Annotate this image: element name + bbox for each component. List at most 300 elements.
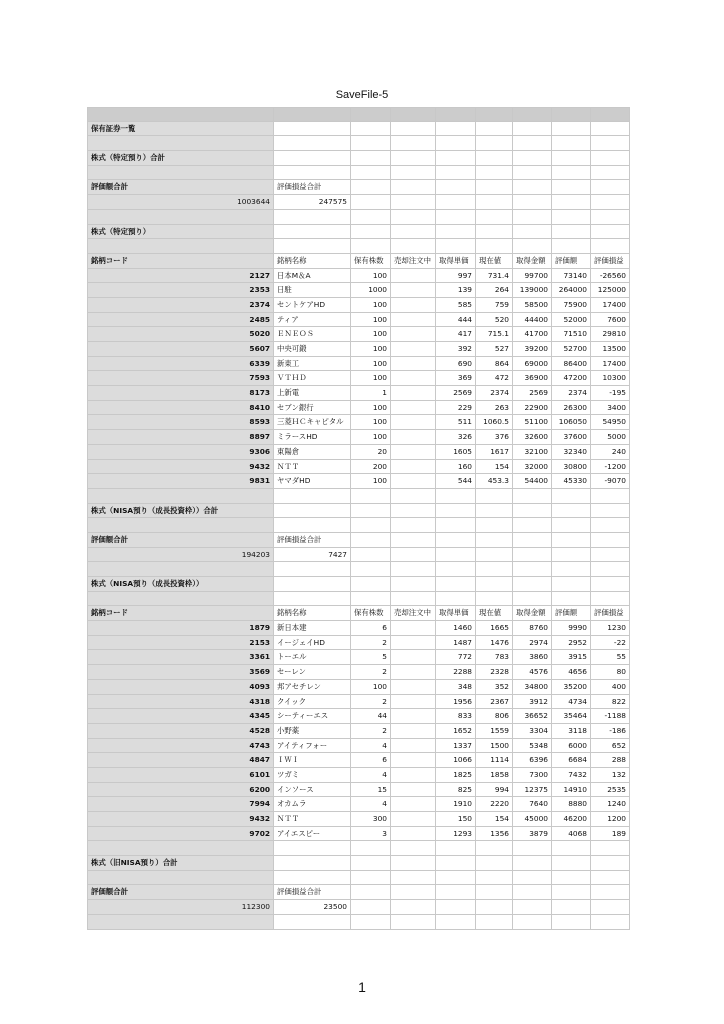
- value-cell[interactable]: 39200: [513, 342, 552, 357]
- value-cell[interactable]: 35200: [552, 680, 591, 695]
- empty-cell[interactable]: [274, 166, 351, 181]
- empty-cell[interactable]: [436, 489, 476, 504]
- empty-cell[interactable]: [436, 856, 476, 871]
- empty-cell[interactable]: [351, 900, 391, 915]
- value-cell[interactable]: 7600: [591, 313, 630, 328]
- total-value-label[interactable]: 評価額合計: [87, 533, 274, 548]
- value-cell[interactable]: 4: [351, 797, 391, 812]
- value-cell[interactable]: 772: [436, 650, 476, 665]
- empty-cell[interactable]: [351, 122, 391, 137]
- empty-cell[interactable]: [513, 518, 552, 533]
- empty-cell[interactable]: [476, 577, 513, 592]
- empty-cell[interactable]: [436, 915, 476, 930]
- stock-code-cell[interactable]: 2353: [87, 283, 274, 298]
- value-cell[interactable]: 759: [476, 298, 513, 313]
- value-cell[interactable]: -1188: [591, 709, 630, 724]
- empty-cell[interactable]: [436, 166, 476, 181]
- empty-cell[interactable]: [552, 900, 591, 915]
- value-cell[interactable]: 3: [351, 827, 391, 842]
- total-value-label[interactable]: 評価額合計: [87, 885, 274, 900]
- value-cell[interactable]: 1956: [436, 695, 476, 710]
- stock-name-cell[interactable]: 邦アセチレン: [274, 680, 351, 695]
- value-cell[interactable]: 1605: [436, 445, 476, 460]
- value-cell[interactable]: 86400: [552, 357, 591, 372]
- value-cell[interactable]: 994: [476, 783, 513, 798]
- value-cell[interactable]: 4068: [552, 827, 591, 842]
- column-header[interactable]: 銘柄コード: [87, 254, 274, 269]
- value-cell[interactable]: 20: [351, 445, 391, 460]
- empty-cell[interactable]: [591, 562, 630, 577]
- value-cell[interactable]: 997: [436, 269, 476, 284]
- empty-cell[interactable]: [87, 489, 274, 504]
- stock-name-cell[interactable]: 新日本建: [274, 621, 351, 636]
- stock-code-cell[interactable]: 4093: [87, 680, 274, 695]
- value-cell[interactable]: 1114: [476, 753, 513, 768]
- value-cell[interactable]: 71510: [552, 327, 591, 342]
- column-header[interactable]: 保有株数: [351, 254, 391, 269]
- value-cell[interactable]: [391, 665, 436, 680]
- empty-cell[interactable]: [391, 841, 436, 856]
- stock-code-cell[interactable]: 6101: [87, 768, 274, 783]
- empty-cell[interactable]: [513, 885, 552, 900]
- empty-cell[interactable]: [436, 841, 476, 856]
- column-header[interactable]: 取得金額: [513, 606, 552, 621]
- empty-cell[interactable]: [391, 225, 436, 240]
- empty-cell[interactable]: [591, 504, 630, 519]
- empty-cell[interactable]: [476, 122, 513, 137]
- stock-name-cell[interactable]: インソース: [274, 783, 351, 798]
- value-cell[interactable]: 1: [351, 386, 391, 401]
- value-cell[interactable]: [391, 812, 436, 827]
- column-header[interactable]: 現在値: [476, 606, 513, 621]
- empty-cell[interactable]: [552, 107, 591, 122]
- empty-cell[interactable]: [351, 136, 391, 151]
- stock-code-cell[interactable]: 9702: [87, 827, 274, 842]
- empty-cell[interactable]: [552, 841, 591, 856]
- value-cell[interactable]: 7432: [552, 768, 591, 783]
- value-cell[interactable]: 6000: [552, 739, 591, 754]
- empty-cell[interactable]: [591, 518, 630, 533]
- column-header[interactable]: 現在値: [476, 254, 513, 269]
- value-cell[interactable]: 5000: [591, 430, 630, 445]
- stock-code-cell[interactable]: 8173: [87, 386, 274, 401]
- value-cell[interactable]: 2: [351, 636, 391, 651]
- value-cell[interactable]: [391, 724, 436, 739]
- empty-cell[interactable]: [591, 533, 630, 548]
- empty-cell[interactable]: [351, 577, 391, 592]
- empty-cell[interactable]: [476, 592, 513, 607]
- empty-cell[interactable]: [391, 489, 436, 504]
- empty-cell[interactable]: [391, 885, 436, 900]
- value-cell[interactable]: -22: [591, 636, 630, 651]
- value-cell[interactable]: 4576: [513, 665, 552, 680]
- value-cell[interactable]: 1665: [476, 621, 513, 636]
- value-cell[interactable]: 100: [351, 327, 391, 342]
- value-cell[interactable]: 69000: [513, 357, 552, 372]
- empty-cell[interactable]: [436, 239, 476, 254]
- empty-cell[interactable]: [513, 871, 552, 886]
- total-pl-cell[interactable]: 23500: [274, 900, 351, 915]
- value-cell[interactable]: 1460: [436, 621, 476, 636]
- empty-cell[interactable]: [476, 504, 513, 519]
- value-cell[interactable]: 1858: [476, 768, 513, 783]
- value-cell[interactable]: 263: [476, 401, 513, 416]
- value-cell[interactable]: [391, 342, 436, 357]
- value-cell[interactable]: [391, 753, 436, 768]
- value-cell[interactable]: -26560: [591, 269, 630, 284]
- value-cell[interactable]: 100: [351, 680, 391, 695]
- value-cell[interactable]: 160: [436, 460, 476, 475]
- column-header[interactable]: 売却注文中: [391, 606, 436, 621]
- empty-cell[interactable]: [552, 504, 591, 519]
- value-cell[interactable]: 4: [351, 739, 391, 754]
- value-cell[interactable]: 58500: [513, 298, 552, 313]
- value-cell[interactable]: 15: [351, 783, 391, 798]
- empty-cell[interactable]: [274, 122, 351, 137]
- value-cell[interactable]: [391, 415, 436, 430]
- value-cell[interactable]: 1476: [476, 636, 513, 651]
- section-label[interactable]: 株式（NISA預り（成長投資枠））合計: [87, 504, 274, 519]
- value-cell[interactable]: [391, 768, 436, 783]
- empty-cell[interactable]: [476, 151, 513, 166]
- value-cell[interactable]: [391, 401, 436, 416]
- empty-cell[interactable]: [552, 239, 591, 254]
- empty-cell[interactable]: [552, 885, 591, 900]
- value-cell[interactable]: 2220: [476, 797, 513, 812]
- value-cell[interactable]: 3304: [513, 724, 552, 739]
- stock-code-cell[interactable]: 8410: [87, 401, 274, 416]
- empty-cell[interactable]: [274, 210, 351, 225]
- stock-name-cell[interactable]: アイティフォー: [274, 739, 351, 754]
- value-cell[interactable]: 2569: [513, 386, 552, 401]
- value-cell[interactable]: 139: [436, 283, 476, 298]
- value-cell[interactable]: 100: [351, 371, 391, 386]
- column-header[interactable]: 取得単価: [436, 606, 476, 621]
- value-cell[interactable]: 45330: [552, 474, 591, 489]
- value-cell[interactable]: 22900: [513, 401, 552, 416]
- empty-cell[interactable]: [391, 166, 436, 181]
- stock-code-cell[interactable]: 2485: [87, 313, 274, 328]
- empty-cell[interactable]: [552, 592, 591, 607]
- value-cell[interactable]: -186: [591, 724, 630, 739]
- value-cell[interactable]: 417: [436, 327, 476, 342]
- empty-cell[interactable]: [476, 856, 513, 871]
- empty-cell[interactable]: [591, 136, 630, 151]
- empty-cell[interactable]: [513, 577, 552, 592]
- empty-cell[interactable]: [87, 107, 274, 122]
- stock-name-cell[interactable]: 日駐: [274, 283, 351, 298]
- value-cell[interactable]: 783: [476, 650, 513, 665]
- stock-code-cell[interactable]: 6200: [87, 783, 274, 798]
- value-cell[interactable]: 806: [476, 709, 513, 724]
- empty-cell[interactable]: [391, 504, 436, 519]
- empty-cell[interactable]: [476, 871, 513, 886]
- empty-cell[interactable]: [436, 900, 476, 915]
- stock-name-cell[interactable]: 中央可鍛: [274, 342, 351, 357]
- value-cell[interactable]: 154: [476, 460, 513, 475]
- empty-cell[interactable]: [436, 518, 476, 533]
- empty-cell[interactable]: [476, 562, 513, 577]
- value-cell[interactable]: 715.1: [476, 327, 513, 342]
- stock-name-cell[interactable]: イージェイHD: [274, 636, 351, 651]
- value-cell[interactable]: [391, 621, 436, 636]
- empty-cell[interactable]: [391, 180, 436, 195]
- value-cell[interactable]: 3400: [591, 401, 630, 416]
- value-cell[interactable]: 690: [436, 357, 476, 372]
- stock-name-cell[interactable]: シーティーエス: [274, 709, 351, 724]
- total-value-cell[interactable]: 112300: [87, 900, 274, 915]
- value-cell[interactable]: 14910: [552, 783, 591, 798]
- stock-name-cell[interactable]: ＮＴＴ: [274, 812, 351, 827]
- value-cell[interactable]: 2367: [476, 695, 513, 710]
- empty-cell[interactable]: [391, 915, 436, 930]
- stock-code-cell[interactable]: 7994: [87, 797, 274, 812]
- value-cell[interactable]: 326: [436, 430, 476, 445]
- value-cell[interactable]: [391, 680, 436, 695]
- empty-cell[interactable]: [591, 577, 630, 592]
- value-cell[interactable]: 32340: [552, 445, 591, 460]
- empty-cell[interactable]: [513, 489, 552, 504]
- column-header[interactable]: 取得単価: [436, 254, 476, 269]
- empty-cell[interactable]: [552, 489, 591, 504]
- empty-cell[interactable]: [274, 577, 351, 592]
- value-cell[interactable]: 511: [436, 415, 476, 430]
- empty-cell[interactable]: [591, 107, 630, 122]
- empty-cell[interactable]: [274, 841, 351, 856]
- stock-code-cell[interactable]: 9432: [87, 812, 274, 827]
- value-cell[interactable]: 52000: [552, 313, 591, 328]
- value-cell[interactable]: 17400: [591, 357, 630, 372]
- total-pl-label[interactable]: 評価損益合計: [274, 885, 351, 900]
- empty-cell[interactable]: [351, 210, 391, 225]
- value-cell[interactable]: 54400: [513, 474, 552, 489]
- value-cell[interactable]: 1825: [436, 768, 476, 783]
- value-cell[interactable]: 80: [591, 665, 630, 680]
- value-cell[interactable]: 6: [351, 621, 391, 636]
- empty-cell[interactable]: [351, 915, 391, 930]
- value-cell[interactable]: -1200: [591, 460, 630, 475]
- empty-cell[interactable]: [552, 915, 591, 930]
- value-cell[interactable]: 240: [591, 445, 630, 460]
- empty-cell[interactable]: [552, 856, 591, 871]
- stock-name-cell[interactable]: ＶＴＨＤ: [274, 371, 351, 386]
- value-cell[interactable]: 34800: [513, 680, 552, 695]
- empty-cell[interactable]: [513, 239, 552, 254]
- stock-code-cell[interactable]: 2374: [87, 298, 274, 313]
- empty-cell[interactable]: [391, 577, 436, 592]
- value-cell[interactable]: [391, 357, 436, 372]
- empty-cell[interactable]: [274, 562, 351, 577]
- stock-name-cell[interactable]: 小野薬: [274, 724, 351, 739]
- empty-cell[interactable]: [552, 195, 591, 210]
- empty-cell[interactable]: [476, 195, 513, 210]
- value-cell[interactable]: 264: [476, 283, 513, 298]
- stock-name-cell[interactable]: セーレン: [274, 665, 351, 680]
- stock-name-cell[interactable]: 東陽倉: [274, 445, 351, 460]
- empty-cell[interactable]: [87, 136, 274, 151]
- empty-cell[interactable]: [391, 210, 436, 225]
- column-header[interactable]: 取得金額: [513, 254, 552, 269]
- stock-code-cell[interactable]: 5607: [87, 342, 274, 357]
- value-cell[interactable]: 13500: [591, 342, 630, 357]
- value-cell[interactable]: 544: [436, 474, 476, 489]
- value-cell[interactable]: 139000: [513, 283, 552, 298]
- stock-name-cell[interactable]: オカムラ: [274, 797, 351, 812]
- empty-cell[interactable]: [351, 166, 391, 181]
- empty-cell[interactable]: [552, 136, 591, 151]
- empty-cell[interactable]: [274, 151, 351, 166]
- value-cell[interactable]: 1910: [436, 797, 476, 812]
- empty-cell[interactable]: [552, 180, 591, 195]
- value-cell[interactable]: 3912: [513, 695, 552, 710]
- empty-cell[interactable]: [436, 885, 476, 900]
- empty-cell[interactable]: [391, 122, 436, 137]
- stock-code-cell[interactable]: 5020: [87, 327, 274, 342]
- empty-cell[interactable]: [274, 136, 351, 151]
- empty-cell[interactable]: [351, 562, 391, 577]
- value-cell[interactable]: 1000: [351, 283, 391, 298]
- value-cell[interactable]: [391, 430, 436, 445]
- value-cell[interactable]: 3118: [552, 724, 591, 739]
- empty-cell[interactable]: [436, 548, 476, 563]
- stock-name-cell[interactable]: クイック: [274, 695, 351, 710]
- value-cell[interactable]: 520: [476, 313, 513, 328]
- empty-cell[interactable]: [513, 592, 552, 607]
- value-cell[interactable]: [391, 313, 436, 328]
- empty-cell[interactable]: [351, 225, 391, 240]
- value-cell[interactable]: 12375: [513, 783, 552, 798]
- empty-cell[interactable]: [552, 871, 591, 886]
- value-cell[interactable]: 1230: [591, 621, 630, 636]
- value-cell[interactable]: 29810: [591, 327, 630, 342]
- empty-cell[interactable]: [513, 562, 552, 577]
- empty-cell[interactable]: [351, 504, 391, 519]
- empty-cell[interactable]: [513, 166, 552, 181]
- stock-code-cell[interactable]: 9831: [87, 474, 274, 489]
- empty-cell[interactable]: [476, 225, 513, 240]
- empty-cell[interactable]: [513, 210, 552, 225]
- empty-cell[interactable]: [87, 841, 274, 856]
- value-cell[interactable]: 9990: [552, 621, 591, 636]
- value-cell[interactable]: 2: [351, 695, 391, 710]
- value-cell[interactable]: 35464: [552, 709, 591, 724]
- column-header[interactable]: 保有株数: [351, 606, 391, 621]
- total-pl-cell[interactable]: 7427: [274, 548, 351, 563]
- empty-cell[interactable]: [591, 239, 630, 254]
- stock-code-cell[interactable]: 3361: [87, 650, 274, 665]
- empty-cell[interactable]: [591, 841, 630, 856]
- empty-cell[interactable]: [591, 122, 630, 137]
- value-cell[interactable]: 652: [591, 739, 630, 754]
- empty-cell[interactable]: [513, 180, 552, 195]
- value-cell[interactable]: 1652: [436, 724, 476, 739]
- value-cell[interactable]: [391, 386, 436, 401]
- stock-code-cell[interactable]: 9306: [87, 445, 274, 460]
- value-cell[interactable]: 32600: [513, 430, 552, 445]
- empty-cell[interactable]: [87, 518, 274, 533]
- value-cell[interactable]: 527: [476, 342, 513, 357]
- empty-cell[interactable]: [351, 841, 391, 856]
- stock-name-cell[interactable]: ヤマダHD: [274, 474, 351, 489]
- empty-cell[interactable]: [436, 533, 476, 548]
- empty-cell[interactable]: [513, 136, 552, 151]
- value-cell[interactable]: 150: [436, 812, 476, 827]
- value-cell[interactable]: 1240: [591, 797, 630, 812]
- value-cell[interactable]: 1060.5: [476, 415, 513, 430]
- stock-name-cell[interactable]: セントケアHD: [274, 298, 351, 313]
- empty-cell[interactable]: [476, 518, 513, 533]
- value-cell[interactable]: 376: [476, 430, 513, 445]
- value-cell[interactable]: [391, 298, 436, 313]
- empty-cell[interactable]: [513, 548, 552, 563]
- value-cell[interactable]: 2: [351, 724, 391, 739]
- empty-cell[interactable]: [274, 504, 351, 519]
- empty-cell[interactable]: [274, 592, 351, 607]
- value-cell[interactable]: 100: [351, 313, 391, 328]
- empty-cell[interactable]: [591, 592, 630, 607]
- value-cell[interactable]: 585: [436, 298, 476, 313]
- empty-cell[interactable]: [274, 225, 351, 240]
- value-cell[interactable]: 55: [591, 650, 630, 665]
- value-cell[interactable]: 30800: [552, 460, 591, 475]
- empty-cell[interactable]: [351, 856, 391, 871]
- value-cell[interactable]: 4: [351, 768, 391, 783]
- stock-name-cell[interactable]: ＩＷＩ: [274, 753, 351, 768]
- empty-cell[interactable]: [351, 592, 391, 607]
- value-cell[interactable]: 17400: [591, 298, 630, 313]
- empty-cell[interactable]: [351, 195, 391, 210]
- empty-cell[interactable]: [552, 210, 591, 225]
- empty-cell[interactable]: [436, 151, 476, 166]
- total-pl-label[interactable]: 評価損益合計: [274, 533, 351, 548]
- value-cell[interactable]: 2288: [436, 665, 476, 680]
- value-cell[interactable]: 392: [436, 342, 476, 357]
- empty-cell[interactable]: [391, 195, 436, 210]
- value-cell[interactable]: 5: [351, 650, 391, 665]
- empty-cell[interactable]: [591, 151, 630, 166]
- value-cell[interactable]: 453.3: [476, 474, 513, 489]
- value-cell[interactable]: 472: [476, 371, 513, 386]
- empty-cell[interactable]: [436, 225, 476, 240]
- value-cell[interactable]: 2: [351, 665, 391, 680]
- empty-cell[interactable]: [351, 885, 391, 900]
- value-cell[interactable]: 5348: [513, 739, 552, 754]
- value-cell[interactable]: 46200: [552, 812, 591, 827]
- value-cell[interactable]: [391, 636, 436, 651]
- value-cell[interactable]: [391, 739, 436, 754]
- empty-cell[interactable]: [513, 900, 552, 915]
- value-cell[interactable]: 100: [351, 474, 391, 489]
- value-cell[interactable]: 1337: [436, 739, 476, 754]
- empty-cell[interactable]: [513, 841, 552, 856]
- empty-cell[interactable]: [591, 210, 630, 225]
- column-header[interactable]: 売却注文中: [391, 254, 436, 269]
- value-cell[interactable]: 54950: [591, 415, 630, 430]
- empty-cell[interactable]: [552, 518, 591, 533]
- empty-cell[interactable]: [552, 533, 591, 548]
- empty-cell[interactable]: [274, 107, 351, 122]
- empty-cell[interactable]: [591, 225, 630, 240]
- value-cell[interactable]: 8760: [513, 621, 552, 636]
- empty-cell[interactable]: [513, 122, 552, 137]
- value-cell[interactable]: [391, 445, 436, 460]
- section-label[interactable]: 株式（NISA預り（成長投資枠））: [87, 577, 274, 592]
- value-cell[interactable]: -195: [591, 386, 630, 401]
- empty-cell[interactable]: [591, 195, 630, 210]
- value-cell[interactable]: [391, 327, 436, 342]
- empty-cell[interactable]: [391, 548, 436, 563]
- stock-name-cell[interactable]: 日本M＆A: [274, 269, 351, 284]
